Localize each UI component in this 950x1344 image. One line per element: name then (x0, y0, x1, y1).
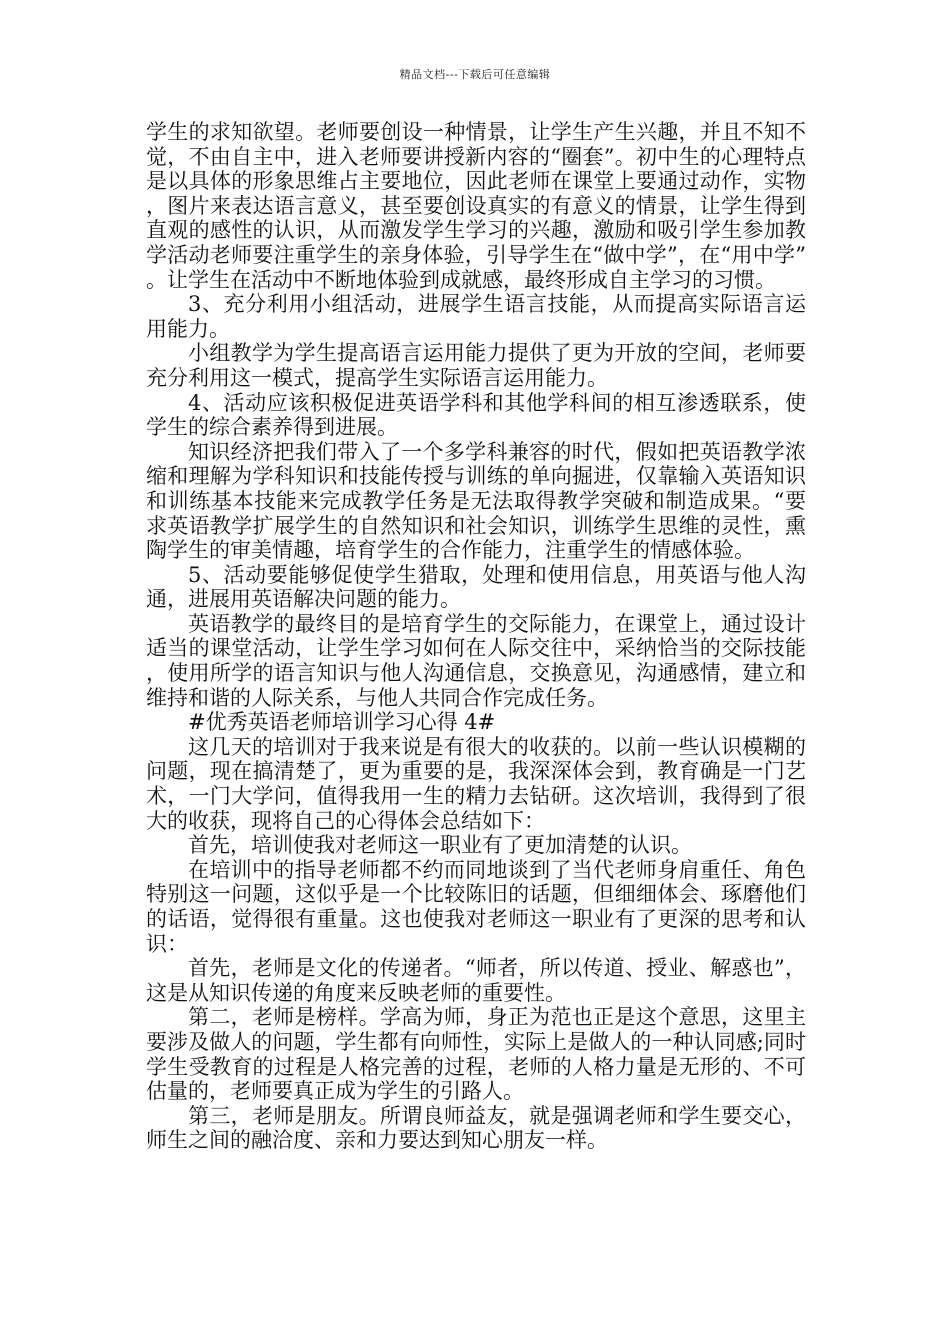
paragraph: 英语教学的最终目的是培育学生的交际能力，在课堂上，通过设计适当的课堂活动，让学生学习如何在人际交往中，采纳恰当的交际技能，使用所学的语言知识与他人沟通信息，交换意见，沟通感情，建立和维持和谐的人际关系，与他人共同合作完成任务。 (146, 611, 806, 710)
paragraph: 首先，培训使我对老师这一职业有了更加清楚的认识。 (188, 833, 692, 858)
paragraph: 5、活动要能够促使学生猎取，处理和使用信息，用英语与他人沟通，进展用英语解决问题的能力。 (146, 562, 806, 612)
section-heading: #优秀英语老师培训学习心得 4# (188, 710, 496, 735)
paragraph: 第二，老师是榜样。学高为师，身正为范也正是这个意思，这里主要涉及做人的问题，学生都有向师性，实际上是做人的一种认同感;同时学生受教育的过程是人格完善的过程，老师的人格力量是无形的、不可估量的，老师要真正成为学生的引路人。 (146, 1005, 806, 1104)
paragraph: 学生的求知欲望。老师要创设一种情景，让学生产生兴趣，并且不知不觉，不由自主中，进入老师要讲授新内容的“圈套”。初中生的心理特点是以具体的形象思维占主要地位，因此老师在课堂上要通过动作，实物，图片来表达语言意义，甚至要创设真实的有意义的情景，让学生得到直观的感性的认识，从而激发学生学习的兴趣，激励和吸引学生参加教学活动老师要注重学生的亲身体验，引导学生在“做中学”，在“用中学”。让学生在活动中不断地体验到成就感，最终形成自主学习的习惯。 (146, 120, 806, 292)
paragraph: 3、充分利用小组活动，进展学生语言技能，从而提高实际语言运用能力。 (146, 292, 806, 341)
page-header: 精品文档---下载后可任意编辑 (399, 68, 551, 81)
paragraph: 首先，老师是文化的传递者。“师者，所以传道、授业、解惑也”，这是从知识传递的角度来反映老师的重要性。 (146, 956, 806, 1005)
paragraph: 这几天的培训对于我来说是有很大的收获的。以前一些认识模糊的问题，现在搞清楚了，更为重要的是，我深深体会到，教育确是一门艺术，一门大学问，值得我用一生的精力去钻研。这次培训，我得到了很大的收获，现将自己的心得体会总结如下： (146, 734, 806, 833)
paragraph: 4、活动应该积极促进英语学科和其他学科间的相互渗透联系，使学生的综合素养得到进展。 (146, 390, 806, 440)
paragraph: 第三，老师是朋友。所谓良师益友，就是强调老师和学生要交心，师生之间的融洽度、亲和力要达到知心朋友一样。 (146, 1103, 806, 1153)
document-body (146, 120, 806, 1153)
paragraph: 知识经济把我们带入了一个多学科兼容的时代，假如把英语教学浓缩和理解为学科知识和技能传授与训练的单向掘进，仅靠输入英语知识和训练基本技能来完成教学任务是无法取得教学突破和制造成果。“要求英语教学扩展学生的自然知识和社会知识，训练学生思维的灵性，熏陶学生的审美情趣，培育学生的合作能力，注重学生的情感体验。 (146, 439, 806, 563)
paragraph: 小组教学为学生提高语言运用能力提供了更为开放的空间，老师要充分利用这一模式，提高学生实际语言运用能力。 (146, 341, 806, 390)
paragraph: 在培训中的指导老师都不约而同地谈到了当代老师身肩重任、角色特别这一问题，这似乎是一个比较陈旧的话题，但细细体会、琢磨他们的话语，觉得很有重量。这也使我对老师这一职业有了更深的思考和认识： (146, 857, 806, 956)
